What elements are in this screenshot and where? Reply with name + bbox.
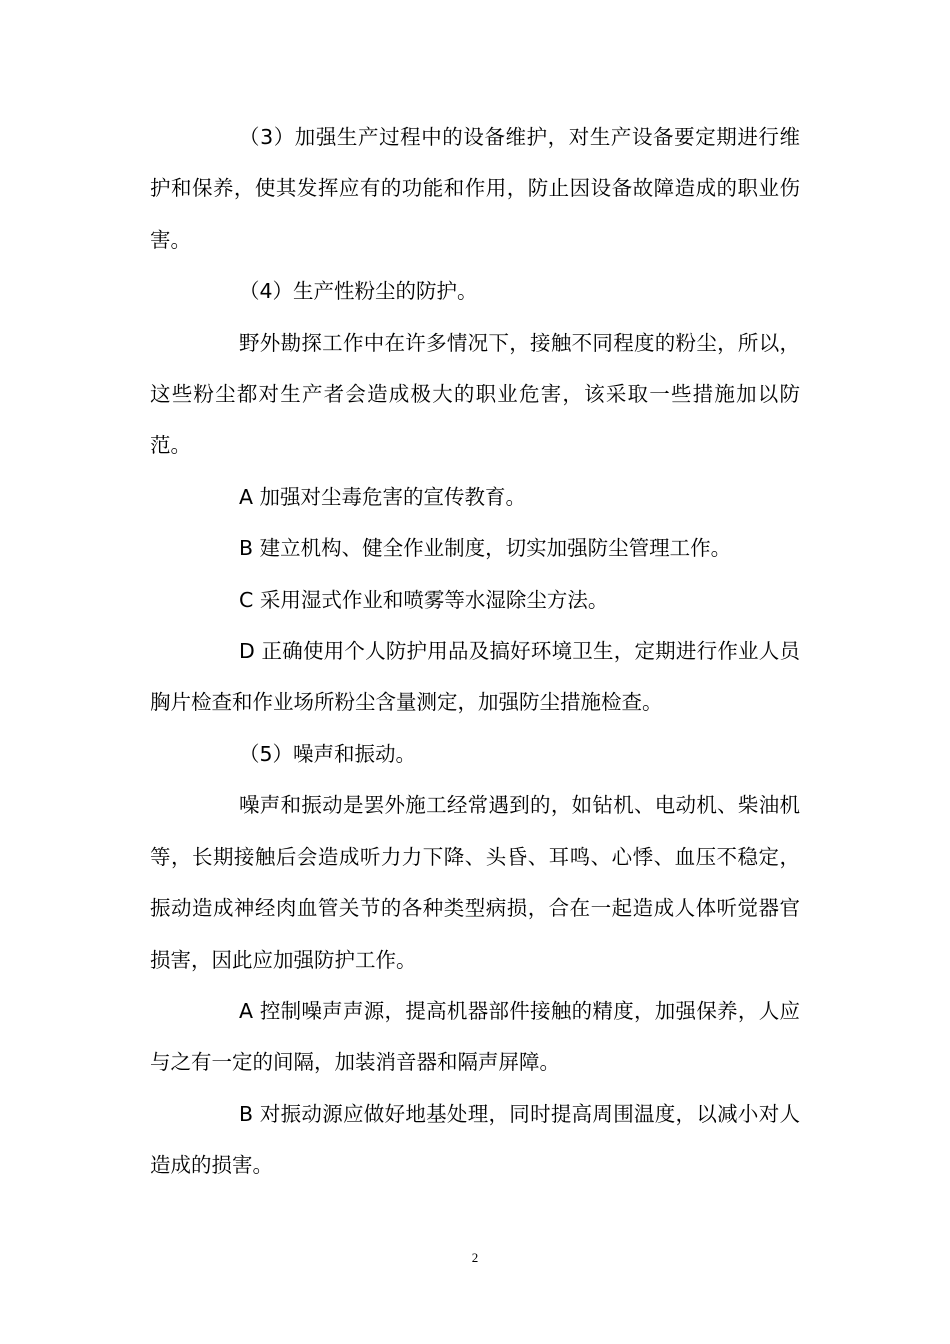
body-text [150, 112, 800, 1192]
list-item-noise-b: B 对振动源应做好地基处理，同时提高周围温度，以减小对人造成的损害。 [150, 1101, 800, 1178]
list-item-dust-d: D 正确使用个人防护用品及搞好环境卫生，定期进行作业人员胸片检查和作业场所粉尘含量测定，加强防尘措施检查。 [150, 639, 800, 715]
list-item-noise-a: A 控制噪声声源，提高机器部件接触的精度，加强保养，人应与之有一定的间隔，加装消音器和隔声屏障。 [150, 998, 800, 1075]
paragraph-equipment-maintenance: （3）加强生产过程中的设备维护，对生产设备要定期进行维护和保养，使其发挥应有的功能和作用，防止因设备故障造成的职业伤害。 [150, 125, 800, 252]
list-item-dust-b: B 建立机构、健全作业制度，切实加强防尘管理工作。 [239, 536, 732, 561]
paragraph-dust-intro: 野外勘探工作中在许多情况下，接触不同程度的粉尘，所以，这些粉尘都对生产者会造成极大的职业危害，该采取一些措施加以防范。 [150, 330, 800, 458]
heading-noise-vibration: （5）噪声和振动。 [239, 741, 417, 766]
list-item-dust-c: C 采用湿式作业和喷雾等水湿除尘方法。 [239, 587, 609, 612]
paragraph-noise-intro: 噪声和振动是罢外施工经常遇到的，如钻机、电动机、柴油机等，长期接触后会造成听力力下降、头昏、耳鸣、心悸、血压不稳定，振动造成神经肉血管关节的各种类型病损，合在一起造成人体听觉器官损害，因此应加强防护工作。 [150, 793, 800, 972]
page-number: 2 [471, 1250, 479, 1265]
list-item-dust-a: A 加强对尘毒危害的宣传教育。 [239, 484, 527, 509]
heading-dust-protection: （4）生产性粉尘的防护。 [239, 279, 478, 304]
